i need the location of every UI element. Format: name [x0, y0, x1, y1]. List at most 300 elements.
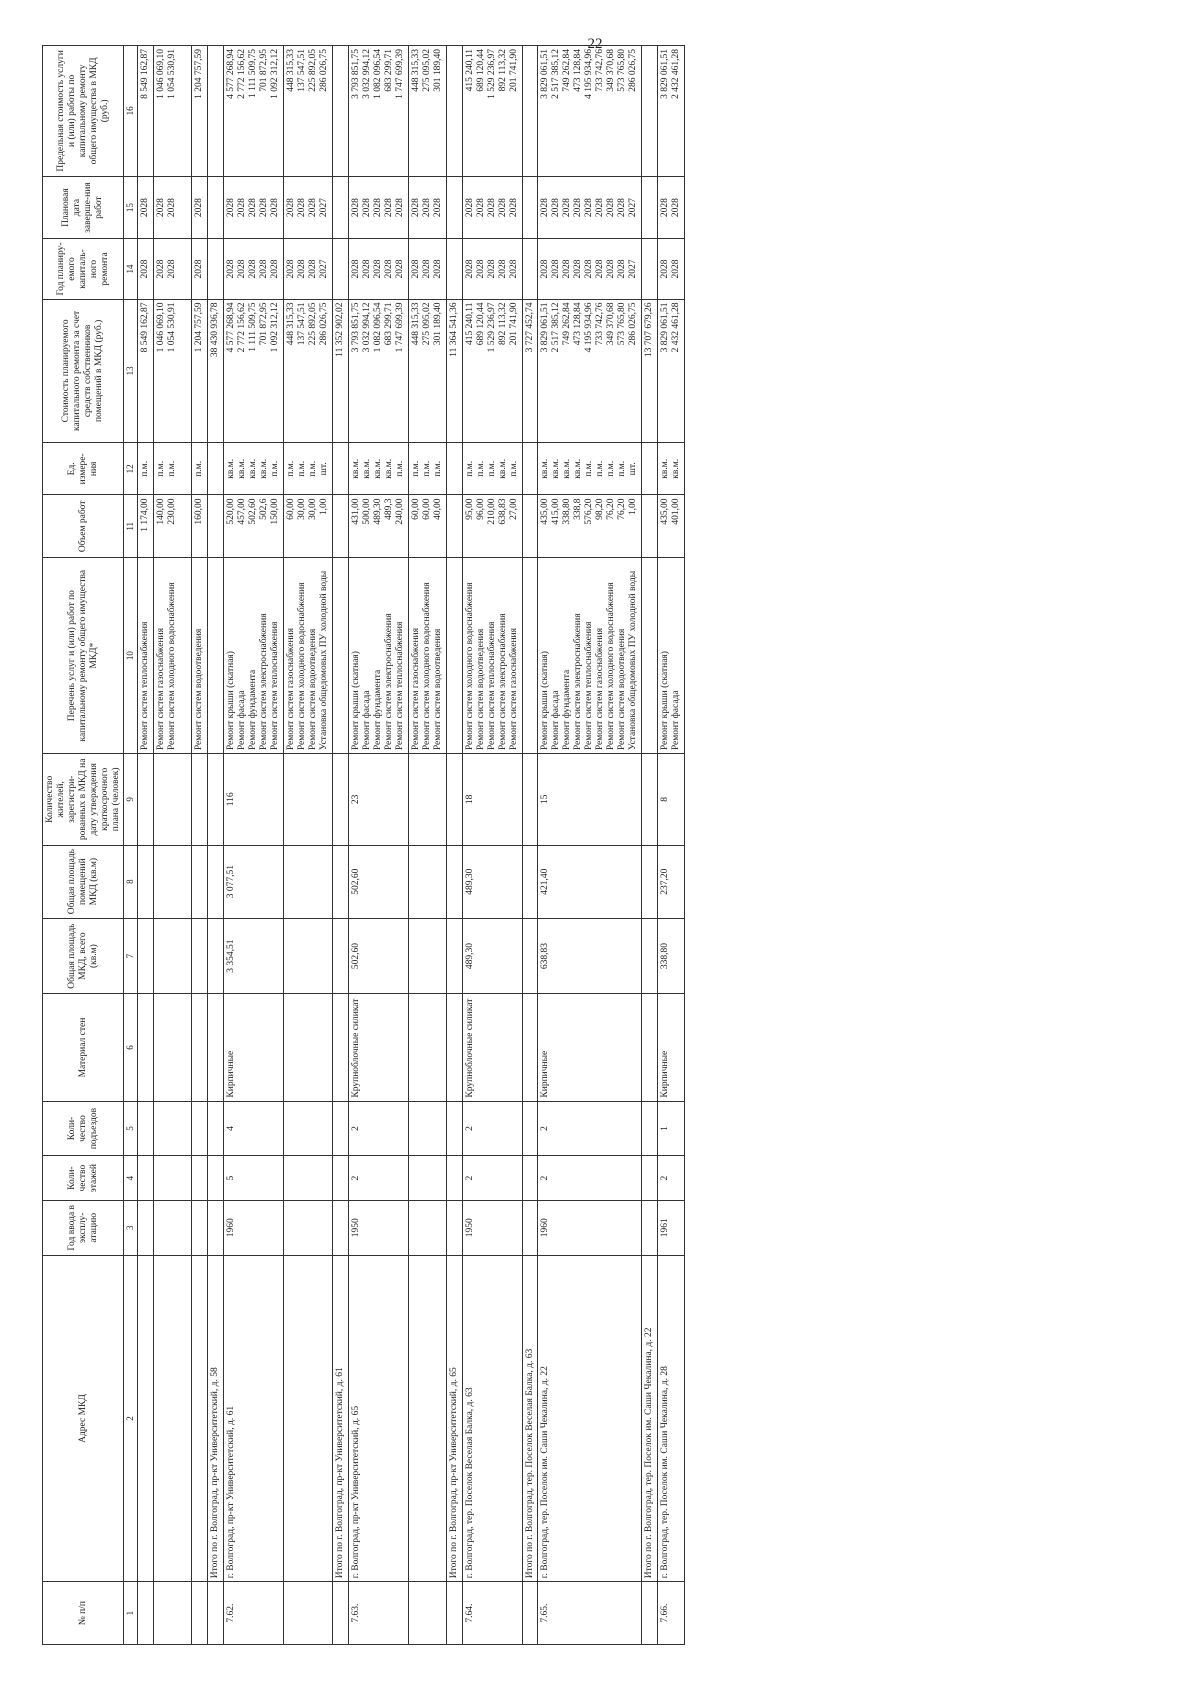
work-volume-line: 98,20 [595, 498, 606, 520]
header-cell: Перечень услуг и (или) работ по капитальному ремонту общего имущества МКД* [43, 558, 124, 754]
work-type [283, 558, 332, 754]
premises-area [191, 845, 207, 918]
work-volume-line: 76,20 [606, 498, 617, 520]
total-area [191, 918, 207, 994]
work-type-line: Ремонт систем холодного водоснабжения [166, 582, 177, 751]
limit-cost [348, 46, 408, 177]
limit-cost [191, 46, 207, 177]
capital-repair-table [42, 45, 685, 1645]
empty-cell [642, 754, 658, 845]
header-cell: Адрес МКД [43, 1255, 124, 1582]
limit-cost [538, 46, 642, 177]
column-number-cell: 13 [124, 299, 137, 443]
work-type [223, 558, 283, 754]
address: г. Волгоград, тер. Поселок им. Саши Чекалина, д. 28 [658, 1255, 685, 1582]
work-volume-line: 638,83 [497, 498, 508, 525]
limit-cost-line: 689 120,44 [475, 49, 486, 92]
completion-year-line: 2028 [508, 198, 519, 218]
limit-cost-line: 275 095,02 [421, 49, 432, 92]
work-type-line: Ремонт систем газоснабжения [285, 628, 296, 751]
repair-year [348, 239, 408, 299]
unit-line: кв.м. [372, 458, 383, 479]
header-cell: Год ввода в эксплу-атацию [43, 1200, 124, 1255]
empty-cell [642, 1101, 658, 1156]
empty-cell [332, 845, 348, 918]
repair-cost-line: 1 092 312,12 [269, 302, 280, 353]
empty-cell [332, 443, 348, 495]
column-number-cell: 11 [124, 495, 137, 558]
empty-cell [522, 1156, 538, 1200]
total-area [408, 918, 446, 994]
unit-line: п.м. [617, 460, 628, 477]
work-volume-line: 500,00 [361, 498, 372, 525]
work-volume-line: 210,00 [486, 498, 497, 525]
work-volume-line: 502,6 [258, 498, 269, 520]
limit-cost [658, 46, 685, 177]
column-number-cell: 2 [124, 1255, 137, 1582]
repair-year-line [178, 242, 189, 295]
total-label: Итого по г. Волгоград, тер. Поселок Веселая Балка, д. 63 [522, 1255, 538, 1582]
column-number-cell: 16 [124, 46, 137, 177]
repair-year-line: 2028 [247, 259, 258, 279]
completion-year-line: 2028 [225, 198, 236, 218]
wall-material [283, 994, 332, 1101]
work-volume-line: 457,00 [236, 498, 247, 525]
completion-year-line: 2028 [573, 198, 584, 218]
repair-year-line: 2028 [236, 259, 247, 279]
limit-cost [408, 46, 446, 177]
repair-cost-line: 1 082 096,54 [372, 302, 383, 353]
unit [223, 443, 283, 495]
column-number-row [124, 46, 137, 1645]
column-number-cell: 12 [124, 443, 137, 495]
completion-year-line: 2028 [584, 198, 595, 218]
empty-cell [642, 176, 658, 239]
repair-cost-line: 4 195 934,96 [584, 302, 595, 353]
unit [348, 443, 408, 495]
repair-cost [538, 299, 642, 443]
limit-cost [462, 46, 522, 177]
residents-count [191, 754, 207, 845]
completion-year-line: 2028 [247, 198, 258, 218]
premises-area [408, 845, 446, 918]
limit-cost-line: 1 529 236,97 [486, 49, 497, 99]
unit [137, 443, 153, 495]
row-number [522, 1582, 538, 1645]
repair-year-line: 2028 [671, 259, 682, 279]
work-type-line: Ремонт крыши (скатная) [540, 651, 551, 751]
completion-year-line: 2028 [307, 198, 318, 218]
work-volume-line: 401,00 [671, 498, 682, 525]
table-body [137, 46, 685, 1645]
empty-cell [642, 918, 658, 994]
year-built: 1950 [348, 1200, 408, 1255]
repair-year-line: 2028 [155, 259, 166, 279]
work-type-line [178, 561, 189, 750]
work-volume-line: 40,00 [432, 498, 443, 520]
work-volume [223, 495, 283, 558]
repair-year-line: 2028 [595, 259, 606, 279]
table-row [153, 46, 191, 1645]
empty-cell [207, 1200, 223, 1255]
work-type-line: Ремонт систем водоотведения [193, 628, 204, 751]
row-number [153, 1582, 191, 1645]
unit-line: п.м. [595, 460, 606, 477]
work-type-line: Ремонт крыши (скатная) [660, 651, 671, 751]
address: г. Волгоград, пр-кт Университетский, д. 61 [223, 1255, 283, 1582]
work-volume-line [178, 498, 189, 554]
work-type-line: Ремонт систем теплоснабжения [139, 621, 150, 751]
repair-year [137, 239, 153, 299]
completion-year-line: 2028 [236, 198, 247, 218]
empty-cell [446, 46, 462, 177]
year-built [191, 1200, 207, 1255]
entrances-count [137, 1101, 153, 1156]
repair-cost [191, 299, 207, 443]
unit-line: п.м. [307, 460, 318, 477]
empty-cell [207, 845, 223, 918]
unit [538, 443, 642, 495]
total-area: 3 354,51 [223, 918, 283, 994]
unit [658, 443, 685, 495]
work-volume-line: 60,00 [421, 498, 432, 520]
unit-line: кв.м. [236, 458, 247, 479]
repair-year-line: 2028 [307, 259, 318, 279]
unit-line: п.м. [432, 460, 443, 477]
work-type-line: Ремонт систем холодного водоснабжения [606, 582, 617, 751]
unit-line: кв.м. [660, 458, 671, 479]
header-row [43, 46, 124, 1645]
work-volume-line: 435,00 [660, 498, 671, 525]
unit [191, 443, 207, 495]
address [191, 1255, 207, 1582]
work-volume-line: 338,8 [573, 498, 584, 520]
limit-cost-line: 301 189,40 [432, 49, 443, 92]
completion-year-line: 2028 [486, 198, 497, 218]
header-cell: Год планиру-емого капиталь-ного ремонта [43, 239, 124, 299]
work-type-line: Ремонт систем холодного водоснабжения [464, 582, 475, 751]
completion-year [137, 176, 153, 239]
work-type-line: Ремонт систем теплоснабжения [584, 621, 595, 751]
completion-year-line: 2028 [361, 198, 372, 218]
repair-cost-line: 473 128,84 [573, 302, 584, 346]
empty-cell [522, 558, 538, 754]
limit-cost-line: 2 517 385,12 [551, 49, 562, 99]
unit-line: п.м. [475, 460, 486, 477]
work-type-line: Ремонт систем водоотведения [307, 628, 318, 751]
entrances-count: 2 [538, 1101, 642, 1156]
limit-cost-line: 3 032 994,12 [361, 49, 372, 99]
repair-year-line: 2028 [584, 259, 595, 279]
limit-cost-line: 473 128,84 [573, 49, 584, 92]
floors-count: 2 [658, 1156, 685, 1200]
repair-cost-line: 3 829 061,51 [660, 302, 671, 353]
limit-cost-line: 8 549 162,87 [139, 49, 150, 99]
repair-year-line: 2028 [508, 259, 519, 279]
empty-cell [332, 176, 348, 239]
unit-line: кв.м. [225, 458, 236, 479]
repair-year [191, 239, 207, 299]
residents-count [283, 754, 332, 845]
work-type-line: Ремонт систем теплоснабжения [269, 621, 280, 751]
limit-cost-line: 201 741,90 [508, 49, 519, 92]
total-row [522, 46, 538, 1645]
table-row [223, 46, 283, 1645]
row-number: 7.63. [348, 1582, 408, 1645]
limit-cost-line: 892 113,32 [497, 49, 508, 92]
repair-year-line: 2028 [296, 259, 307, 279]
repair-cost-line: 2 517 385,12 [551, 302, 562, 353]
empty-cell [332, 994, 348, 1101]
limit-cost [137, 46, 153, 177]
repair-year-line: 2028 [269, 259, 280, 279]
repair-year-line: 2028 [497, 259, 508, 279]
completion-year-line: 2028 [551, 198, 562, 218]
repair-cost-line: 3 829 061,51 [540, 302, 551, 353]
wall-material: Кирпичные [223, 994, 283, 1101]
empty-cell [207, 443, 223, 495]
completion-year-line: 2028 [394, 198, 405, 218]
repair-year-line: 2028 [475, 259, 486, 279]
entrances-count [283, 1101, 332, 1156]
empty-cell [332, 918, 348, 994]
header-cell: Общая площадь помещений МКД (кв.м) [43, 845, 124, 918]
empty-cell [642, 1156, 658, 1200]
completion-year-line: 2028 [350, 198, 361, 218]
work-type [137, 558, 153, 754]
floors-count [283, 1156, 332, 1200]
limit-cost-line: 349 370,68 [606, 49, 617, 92]
completion-year-line: 2028 [166, 198, 177, 218]
repair-cost [137, 299, 153, 443]
empty-cell [332, 239, 348, 299]
limit-cost-line: 2 432 461,28 [671, 49, 682, 99]
repair-cost-line: 733 742,76 [595, 302, 606, 346]
work-volume-line: 1,00 [318, 498, 329, 516]
repair-cost-line: 201 741,90 [508, 302, 519, 346]
work-volume-line: 95,00 [464, 498, 475, 520]
header-cell: Ед. измере-ния [43, 443, 124, 495]
page-number: 22 [587, 36, 603, 52]
unit-line: п.м. [285, 460, 296, 477]
repair-cost-line: 301 189,40 [432, 302, 443, 346]
limit-cost-line: 3 793 851,75 [350, 49, 361, 99]
premises-area: 489,30 [462, 845, 522, 918]
total-cost: 13 707 679,26 [642, 299, 658, 443]
repair-cost-line: 286 026,75 [318, 302, 329, 346]
header-cell: Материал стен [43, 994, 124, 1101]
work-type-line: Ремонт фундамента [562, 669, 573, 751]
table-row [658, 46, 685, 1645]
empty-cell [522, 1101, 538, 1156]
completion-year-line: 2027 [628, 198, 639, 218]
repair-year-line: 2028 [372, 259, 383, 279]
total-cost: 11 364 541,36 [446, 299, 462, 443]
limit-cost-line: 3 829 061,51 [660, 49, 671, 99]
empty-cell [446, 918, 462, 994]
limit-cost-line: 3 829 061,51 [540, 49, 551, 99]
premises-area [283, 845, 332, 918]
work-volume-line: 489,30 [372, 498, 383, 525]
work-volume-line: 60,00 [410, 498, 421, 520]
repair-cost-line: 1 111 509,75 [247, 302, 258, 352]
repair-cost-line: 448 315,33 [285, 302, 296, 346]
repair-cost-line: 2 772 156,62 [236, 302, 247, 353]
empty-cell [207, 239, 223, 299]
work-type-line: Ремонт систем водоотведения [617, 628, 628, 751]
total-area [283, 918, 332, 994]
work-volume-line: 502,60 [247, 498, 258, 525]
work-volume-line: 338,80 [562, 498, 573, 525]
table-row [348, 46, 408, 1645]
empty-cell [446, 1200, 462, 1255]
work-type-line: Ремонт систем электроснабжения [573, 613, 584, 751]
residents-count: 116 [223, 754, 283, 845]
column-number-cell: 8 [124, 845, 137, 918]
empty-cell [446, 443, 462, 495]
work-volume [538, 495, 642, 558]
empty-cell [332, 1156, 348, 1200]
year-built [283, 1200, 332, 1255]
residents-count [137, 754, 153, 845]
empty-cell [522, 918, 538, 994]
completion-year-line [178, 180, 189, 236]
limit-cost-line: 1 046 069,10 [155, 49, 166, 99]
repair-cost-line: 137 547,51 [296, 302, 307, 346]
repair-cost-line: 573 765,80 [617, 302, 628, 346]
work-volume [283, 495, 332, 558]
row-number [207, 1582, 223, 1645]
floors-count: 5 [223, 1156, 283, 1200]
limit-cost [223, 46, 283, 177]
unit-line: кв.м. [258, 458, 269, 479]
completion-year [283, 176, 332, 239]
wall-material [408, 994, 446, 1101]
work-type-line: Ремонт крыши (скатная) [225, 651, 236, 751]
column-number-cell: 10 [124, 558, 137, 754]
completion-year-line: 2028 [296, 198, 307, 218]
row-number: 7.64. [462, 1582, 522, 1645]
limit-cost-line: 4 195 934,96 [584, 49, 595, 99]
column-number-cell: 3 [124, 1200, 137, 1255]
limit-cost-line: 2 772 156,62 [236, 49, 247, 99]
empty-cell [446, 1101, 462, 1156]
work-volume-line: 520,00 [225, 498, 236, 525]
total-area: 638,83 [538, 918, 642, 994]
empty-cell [332, 1200, 348, 1255]
work-type-line: Ремонт систем теплоснабжения [394, 621, 405, 751]
work-type-line: Ремонт фасада [551, 690, 562, 751]
header-cell: Предельная стоимость услуги и (или) работы по капитальному ремонту общего имущества в МКД (руб.) [43, 46, 124, 177]
repair-cost-line: 8 549 162,87 [139, 302, 150, 353]
work-volume-line: 27,00 [508, 498, 519, 520]
entrances-count: 2 [348, 1101, 408, 1156]
row-number [332, 1582, 348, 1645]
premises-area: 3 077,51 [223, 845, 283, 918]
work-volume-line: 60,00 [285, 498, 296, 520]
unit [283, 443, 332, 495]
work-volume [153, 495, 191, 558]
work-type [408, 558, 446, 754]
year-built [153, 1200, 191, 1255]
empty-cell [207, 1156, 223, 1200]
total-label: Итого по г. Волгоград, пр-кт Университетский, д. 65 [446, 1255, 462, 1582]
repair-year [223, 239, 283, 299]
empty-cell [207, 558, 223, 754]
total-label: Итого по г. Волгоград, пр-кт Университетский, д. 58 [207, 1255, 223, 1582]
completion-year-line: 2028 [269, 198, 280, 218]
work-type-line: Ремонт систем водоотведения [475, 628, 486, 751]
row-number: 7.66. [658, 1582, 685, 1645]
limit-cost-line: 286 026,75 [318, 49, 329, 92]
unit-line: кв.м. [247, 458, 258, 479]
floors-count: 2 [348, 1156, 408, 1200]
repair-year-line: 2028 [139, 259, 150, 279]
limit-cost-line: 733 742,76 [595, 49, 606, 92]
work-type-line: Ремонт крыши (скатная) [350, 651, 361, 751]
completion-year-line: 2028 [671, 198, 682, 218]
header-cell: Коли-чество этажей [43, 1156, 124, 1200]
empty-cell [446, 558, 462, 754]
empty-cell [642, 495, 658, 558]
work-volume [137, 495, 153, 558]
repair-cost-line: 1 204 757,59 [193, 302, 204, 353]
unit-line: кв.м. [562, 458, 573, 479]
entrances-count: 1 [658, 1101, 685, 1156]
row-number [642, 1582, 658, 1645]
empty-cell [446, 994, 462, 1101]
completion-year-line: 2028 [155, 198, 166, 218]
repair-year-line: 2028 [166, 259, 177, 279]
limit-cost-line: 415 240,11 [464, 49, 475, 92]
address [153, 1255, 191, 1582]
repair-year-line: 2028 [562, 259, 573, 279]
column-number-cell: 1 [124, 1582, 137, 1645]
work-volume-line: 76,20 [617, 498, 628, 520]
unit [153, 443, 191, 495]
premises-area: 502,60 [348, 845, 408, 918]
repair-year-line: 2028 [606, 259, 617, 279]
empty-cell [522, 994, 538, 1101]
repair-year-line: 2028 [225, 259, 236, 279]
address: г. Волгоград, пр-кт Университетский, д. 65 [348, 1255, 408, 1582]
table-row [283, 46, 332, 1645]
address: г. Волгоград, тер. Поселок им. Саши Чекалина, д. 22 [538, 1255, 642, 1582]
work-type [538, 558, 642, 754]
repair-year-line: 2028 [617, 259, 628, 279]
work-type-line: Ремонт фасада [361, 690, 372, 751]
limit-cost-line: 1 747 699,39 [394, 49, 405, 99]
repair-year-line: 2028 [573, 259, 584, 279]
repair-cost-line: 275 095,02 [421, 302, 432, 346]
residents-count [408, 754, 446, 845]
entrances-count [153, 1101, 191, 1156]
empty-cell [332, 558, 348, 754]
total-area [137, 918, 153, 994]
total-area [153, 918, 191, 994]
work-type-line: Ремонт систем газоснабжения [508, 628, 519, 751]
work-type-line: Установка общедомовых ПУ холодной воды [318, 570, 329, 751]
work-volume-line: 96,00 [475, 498, 486, 520]
entrances-count: 4 [223, 1101, 283, 1156]
completion-year-line: 2028 [475, 198, 486, 218]
year-built: 1960 [223, 1200, 283, 1255]
limit-cost-line: 683 299,71 [383, 49, 394, 92]
total-area: 502,60 [348, 918, 408, 994]
floors-count [153, 1156, 191, 1200]
work-volume-line: 576,20 [584, 498, 595, 525]
repair-year-line: 2028 [361, 259, 372, 279]
